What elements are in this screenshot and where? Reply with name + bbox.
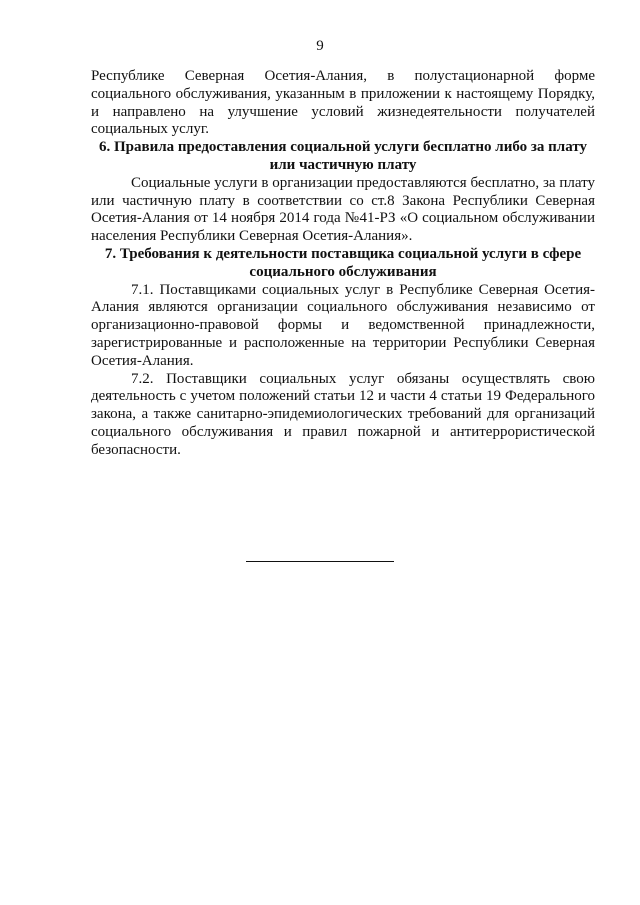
section-6-heading: 6. Правила предоставления социальной услуги бесплатно либо за плату или частичную плату (98, 139, 588, 173)
section-7-heading: 7. Требования к деятельности поставщика социальной услуги в сфере социального обслуживания (104, 245, 582, 280)
section-7-paragraph-2: 7.2. Поставщики социальных услуг обязаны осуществлять свою деятельность с учетом положений статьи 12 и части 4 статьи 19 Федерального закона, а также санитарно-эпидемиологических требований для организаций социального обслуживания и правил пожарной и антитеррористической безопасности. (91, 370, 595, 458)
intro-paragraph: Республике Северная Осетия-Алания, в полустационарной форме социального обслуживания, указанным в приложении к настоящему Порядку, и направлено на улучшение условий жизнедеятельности получателей социальных услуг. (91, 68, 595, 138)
section-6-paragraph: Социальные услуги в организации предоставляются бесплатно, за плату или частичную плату в соответствии со ст.8 Закона Республики Северная Осетия-Алания от 14 ноября 2014 года №41-РЗ «О социальном обслуживании населения Республики Северная Осетия-Алания». (91, 174, 595, 245)
document-body (91, 68, 595, 460)
section-7-paragraph-1: 7.1. Поставщиками социальных услуг в Республике Северная Осетия-Алания являются организации социального обслуживания независимо от организационно-правовой формы и ведомственной принадлежности, зарегистрированные и расположенные на территории Республики Северная Осетия-Алания. (91, 281, 595, 369)
page-number: 9 (316, 38, 324, 54)
end-divider-line (246, 561, 394, 562)
